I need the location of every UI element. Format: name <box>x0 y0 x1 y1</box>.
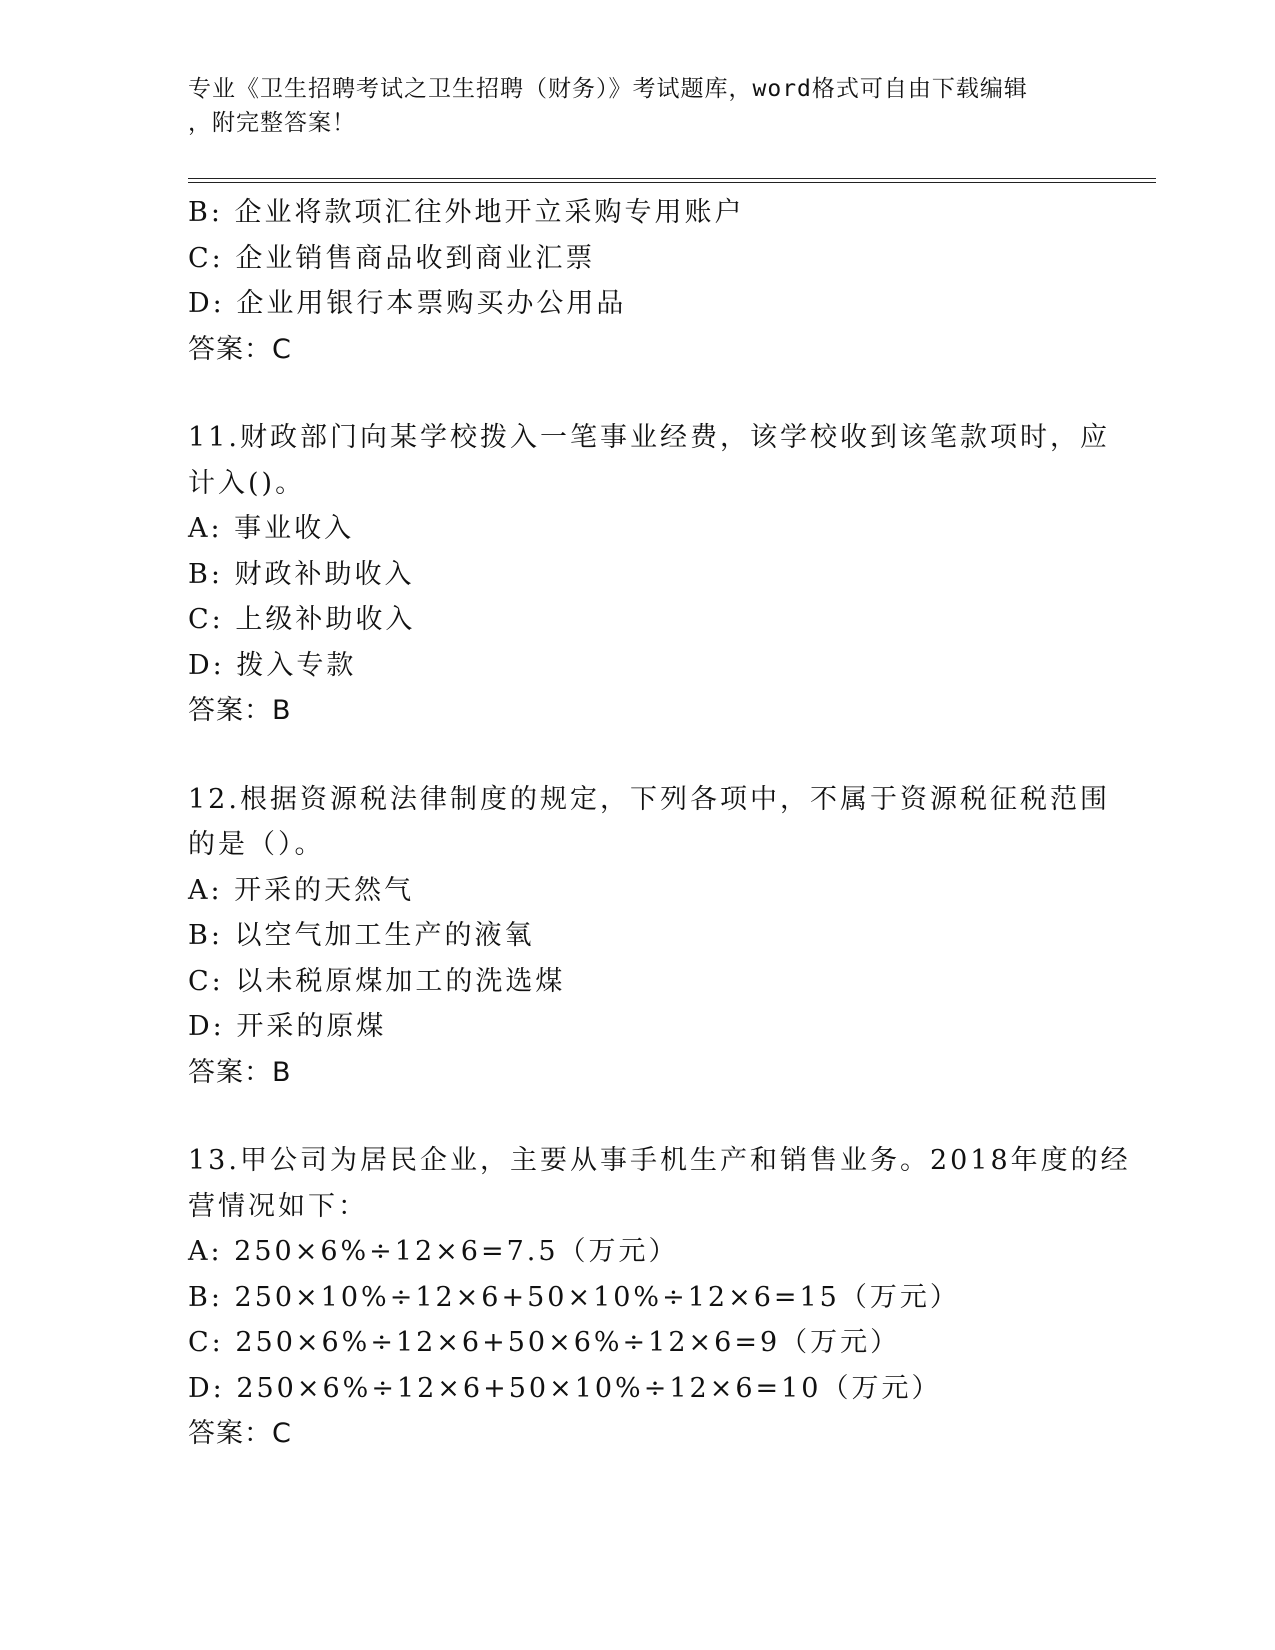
option-c: C: 上级补助收入 <box>188 604 416 635</box>
header-line-2: ，附完整答案！ <box>188 110 356 136</box>
option-d: D: 250×6%÷12×6+50×10%÷12×6=10（万元） <box>188 1372 942 1404</box>
option-c: C: 以未税原煤加工的洗选煤 <box>188 965 566 997</box>
question-stem-line-1: 11.财政部门向某学校拨入一笔事业经费，该学校收到该笔款项时，应 <box>188 422 1110 453</box>
question-stem-line-1: 13.甲公司为居民企业，主要从事手机生产和销售业务。2018年度的经 <box>188 1145 1131 1176</box>
option-a: A: 250×6%÷12×6=7.5（万元） <box>188 1236 679 1267</box>
option-b: B: 财政补助收入 <box>188 558 415 590</box>
question-list <box>188 190 1131 1457</box>
spacer <box>188 1095 1088 1138</box>
question-stem-line-2: 的是（）。 <box>188 829 325 860</box>
question-10 <box>188 190 1088 372</box>
option-a: A: 事业收入 <box>188 513 355 544</box>
answer: 答案：B <box>188 695 292 726</box>
option-d: D: 拨入专款 <box>188 649 357 681</box>
question-stem-line-1: 12.根据资源税法律制度的规定，下列各项中，不属于资源税征税范围 <box>188 783 1110 815</box>
option-d: D: 企业用银行本票购买办公用品 <box>188 288 627 319</box>
answer: 答案：C <box>188 1418 292 1449</box>
option-b: B: 以空气加工生产的液氧 <box>188 920 535 951</box>
spacer <box>188 734 1088 777</box>
question-stem-line-2: 营情况如下： <box>188 1190 368 1222</box>
spacer <box>188 372 1088 415</box>
option-b: B: 企业将款项汇往外地开立采购专用账户 <box>188 197 745 228</box>
document-header <box>188 72 1068 140</box>
header-line-1: 专业《卫生招聘考试之卫生招聘（财务）》考试题库，word格式可自由下载编辑 <box>188 76 1028 102</box>
option-c: C: 企业销售商品收到商业汇票 <box>188 242 596 274</box>
answer: 答案：B <box>188 1056 292 1088</box>
option-a: A: 开采的天然气 <box>188 874 415 906</box>
option-b: B: 250×10%÷12×6+50×10%÷12×6=15（万元） <box>188 1281 960 1313</box>
answer: 答案：C <box>188 333 292 365</box>
question-13 <box>188 1138 1131 1457</box>
header-double-rule <box>188 178 1156 183</box>
question-12 <box>188 777 1110 1096</box>
option-d: D: 开采的原煤 <box>188 1011 387 1042</box>
question-stem-line-2: 计入()。 <box>188 467 306 499</box>
option-c: C: 250×6%÷12×6+50×6%÷12×6=9（万元） <box>188 1327 901 1358</box>
question-11 <box>188 415 1110 734</box>
